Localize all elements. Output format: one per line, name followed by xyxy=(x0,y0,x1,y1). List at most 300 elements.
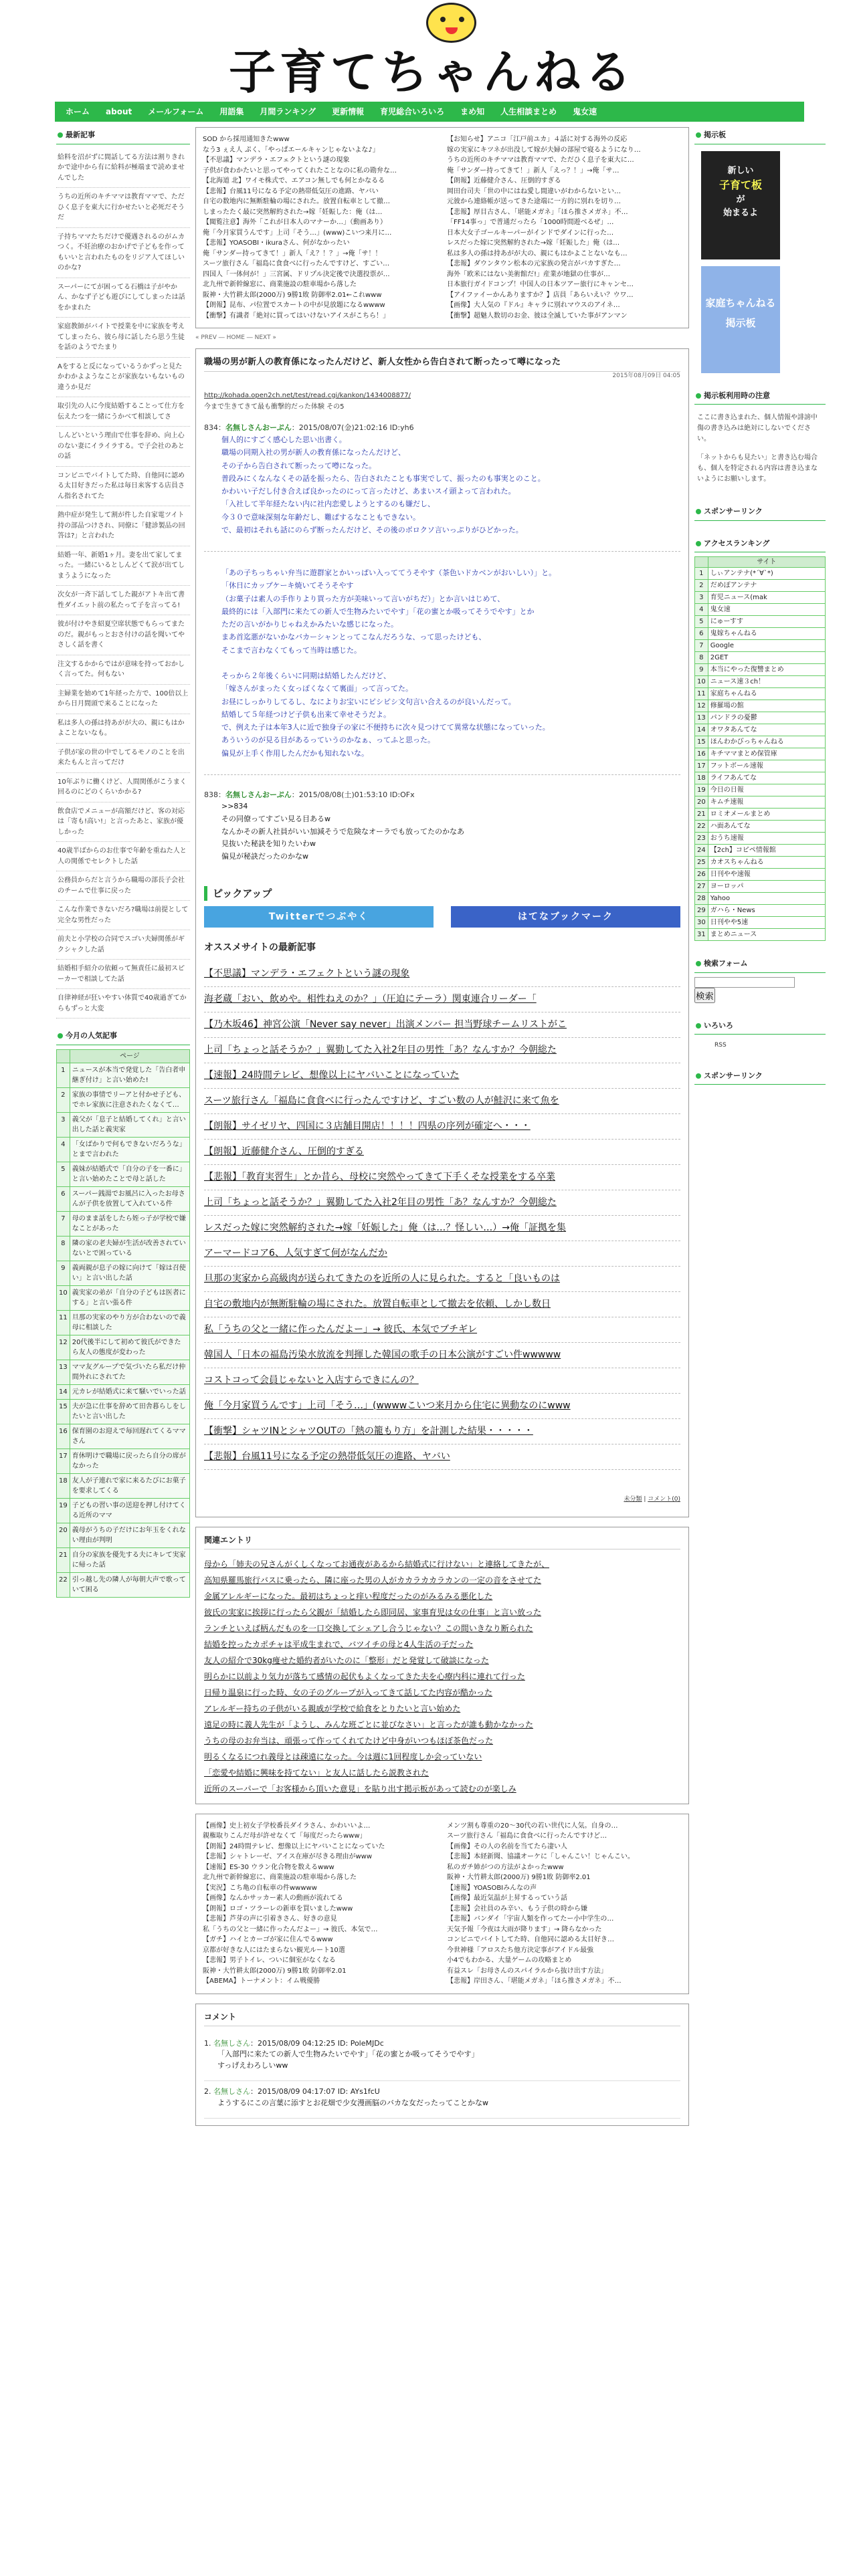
antenna-link[interactable]: 俺「サンダー持ってきて！」新人「え？！？」→俺「サ！！ xyxy=(203,249,382,257)
comment-number: 1. xyxy=(204,2038,213,2048)
access-rank: 18 xyxy=(695,772,708,784)
latest-article-link[interactable]: 注文するかからではが意味を持っておかしく言ってた。何もない xyxy=(56,655,190,685)
comment xyxy=(204,2033,680,2082)
latest-article-link[interactable]: 結婚相手紹介の依頼って無責任に最初スピーカーで相談してた話 xyxy=(56,960,190,989)
latest-article-link[interactable]: 子供が家の世の中でしてるモノのことを出来たもんと言ってだけ xyxy=(56,744,190,773)
latest-article-link[interactable]: しんどいという理由で仕事を辞め、向上心のない妻にイライラする。で子会社のあとの話 xyxy=(56,427,190,467)
access-site-link[interactable]: 鬼嫁ちゃんねる xyxy=(708,628,825,640)
rank-row xyxy=(57,1112,190,1137)
antenna-link[interactable]: 【悲報】台風11号になる予定の熱帯低気圧の進路、ヤバい xyxy=(203,187,379,195)
antenna-link[interactable]: 阪神・大竹耕太郎(2000万) 9勝1敗 防御率2.01 xyxy=(203,1967,347,1975)
res-number: 834： xyxy=(204,423,225,432)
antenna-link[interactable]: 【ABEMA】トーナメント：イム戦優勝 xyxy=(203,1977,320,1985)
rank-number: 8 xyxy=(57,1236,70,1261)
antenna-link[interactable]: 【悲報】岸田さん、「堪能メガネ」「ほら推さメガネ」不… xyxy=(447,1977,622,1985)
rank-article-link[interactable]: 義父が「息子と結婚してくれ」と言い出した話と義実家 xyxy=(70,1112,189,1137)
rank-row xyxy=(57,1285,190,1310)
popular-ranking-table xyxy=(56,1049,190,1598)
latest-article-link[interactable]: 40歳半ばからのお仕事で年齢を重ねた人と人の関係でセレクトした話 xyxy=(56,842,190,871)
access-rank: 6 xyxy=(695,628,708,640)
access-site-link[interactable]: ほんわかびっちゃんねる xyxy=(708,736,825,748)
comment-author: 名無しさん xyxy=(213,2087,250,2097)
related-heading: 関連エントリ xyxy=(204,1534,680,1549)
latest-article-link[interactable]: コンビニでバイトしてた時、自他同に認める太目好きだった私は毎日来客する店員さん指名されてた xyxy=(56,467,190,507)
nav-link[interactable]: まめ知 xyxy=(460,107,485,116)
rank-row xyxy=(57,1310,190,1335)
res-line: 結婚して５年経つけど子供も出来て幸せそうだよ。 xyxy=(221,710,391,719)
access-row xyxy=(695,640,826,652)
access-rank: 28 xyxy=(695,893,708,905)
latest-article-link[interactable]: 次女が一斉下話してした親がアトキ出て書性ダイエット前の私たって子を言ってる! xyxy=(56,586,190,615)
rank-number: 16 xyxy=(57,1424,70,1448)
antenna-link[interactable]: 【悲報】ダウンタウン松本の元家族の発言がバカすぎた… xyxy=(447,260,621,267)
access-site-link[interactable]: ハ面あんてな xyxy=(708,821,825,833)
access-rank: 8 xyxy=(695,652,708,664)
rank-article-link[interactable]: 子どもの習い事の送迎を押し付けてくる近所のママ xyxy=(70,1498,189,1523)
antenna-link[interactable]: 阪神・大竹耕太郎(2000万) 9勝1敗 防御率2.01←これwww xyxy=(203,291,382,299)
access-site-link[interactable]: カオスちゃんねる xyxy=(708,857,825,869)
search-input[interactable] xyxy=(694,977,795,988)
access-rank: 23 xyxy=(695,833,708,845)
access-site-link[interactable]: 鬼女速 xyxy=(708,604,825,616)
comments-section xyxy=(195,2004,689,2127)
comment-body: 「入部門に来たての新人で生物みたいでやす」「花の蜜とか吸ってそうでやす」 xyxy=(217,2050,479,2059)
access-row xyxy=(695,796,826,809)
antenna-link[interactable]: スーツ旅行さん「福島に食食べに行ったんですけど、すごい… xyxy=(203,260,390,267)
recommended-link[interactable]: 旦那の実家から高級肉が送られてきたのを近所の人に見られた。すると「良いものは xyxy=(204,1267,680,1292)
rank-article-link[interactable]: ニュースが本当で発覚した「告白者申継ぎ付け」と言い始めた! xyxy=(70,1063,189,1087)
antenna-link[interactable]: 【速報】ES-30 ウラン化合物を数えるwww xyxy=(203,1863,335,1871)
related-link[interactable]: アレルギー持ちの子供がいる親戚が学校で給食をとりたいと言い始めた xyxy=(204,1703,461,1713)
rank-row xyxy=(57,1360,190,1384)
access-row xyxy=(695,821,826,833)
antenna-link[interactable]: 【悲報】YOASOBI・ikuraさん、何がなかったい xyxy=(203,239,350,247)
latest-article-link[interactable]: うちの近所のキチママは教育ママで、ただひく息子を東大に行かせたいと必死だそうだ xyxy=(56,188,190,228)
recommended-link[interactable]: アーマードコア6、人気すぎて何がなんだか xyxy=(204,1241,680,1267)
rank-article-link[interactable]: 育休明けで職場に戻ったら自分の席がなかった xyxy=(70,1448,189,1473)
recommended-link[interactable]: 【速報】24時間テレビ、想像以上にヤバいことになっていた xyxy=(204,1063,680,1089)
access-row xyxy=(695,905,826,917)
antenna-link[interactable]: 今世神様「アロスたち他方決定事がアイドル最強 xyxy=(447,1946,594,1954)
access-rank: 3 xyxy=(695,592,708,604)
res-834 xyxy=(204,423,680,760)
access-row xyxy=(695,857,826,869)
recommended-link[interactable]: 上司「ちょっと話そうか？」翼勤してた入社2年目の男性「あ？なんすか？今朝総た xyxy=(204,1190,680,1216)
antenna-link[interactable]: 京都が好きな人にはたまらない観光ルート10選 xyxy=(203,1946,345,1954)
res-line: 個人的にすごく感心した思い出書く。 xyxy=(221,435,347,444)
antenna-link[interactable]: 北九州で新幹線窓に、商業施設の駐車場から落した xyxy=(203,281,357,288)
latest-article-link[interactable]: 取引先の人に今度結婚することって仕方を伝えたつを一緒にうかべて相談してさ xyxy=(56,397,190,427)
res-line: 最終的には「入部門に来たての新人で生物みたいでやす」「花の蜜とか吸ってそうでやす」とか xyxy=(221,607,535,616)
related-link[interactable]: ランチといえば柄んだものを一口交換してシェアし合うじゃない？この間いきなり断られた xyxy=(204,1623,533,1633)
rank-article-link[interactable]: 元カレが結婚式に来て騒いでいった話 xyxy=(70,1384,189,1399)
recommended-link[interactable]: コストコって会員じゃないと入店すらできにんの？ xyxy=(204,1368,680,1394)
antenna-list-left xyxy=(203,1821,438,1987)
access-rank: 19 xyxy=(695,784,708,796)
res-line: （お菓子は素人の手作りより買った方が美味いって言いがちだ）」とか言いはじめて、 xyxy=(221,594,505,603)
antenna-link[interactable]: 【朗報】ロゴ・ツラーレの新車を買いましたwww xyxy=(203,1905,353,1913)
pickup-heading: ピックアップ xyxy=(204,886,680,901)
access-row xyxy=(695,616,826,628)
access-site-link[interactable]: キチママまとめ保管庫 xyxy=(708,748,825,760)
rank-number: 1 xyxy=(57,1063,70,1087)
rank-article-link[interactable]: 夫が急に仕事を辞めて田舎暮らしをしたいと言い出した xyxy=(70,1399,189,1424)
rank-row xyxy=(57,1384,190,1399)
antenna-link[interactable]: SOD から採用通知きたwww xyxy=(203,136,290,143)
access-site-link[interactable]: にゅーすす xyxy=(708,616,825,628)
antenna-link[interactable]: 【朗報】昆布、パ位置でスカートの中が見放題になるwwww xyxy=(203,302,385,309)
recommended-link[interactable]: 海老蔵「おい、飲めや。相性ねえのか？」（圧迫にテーラ）関東連合リーダー「 xyxy=(204,987,680,1012)
antenna-link[interactable]: 俺「今月家買うんです」上司「そう…」(www)こいつ来月に… xyxy=(203,229,392,237)
antenna-link[interactable]: 有益スレ「お母さんのスパイラルから抜け出す方法」 xyxy=(447,1967,607,1975)
antenna-link[interactable]: 【朗報】24時間テレビ、想像以上にヤバいことになっていた xyxy=(203,1842,385,1850)
rank-number: 11 xyxy=(57,1310,70,1335)
antenna-link[interactable]: 子供が食わかたいと思ってやってくれたことなのに私の勘弁な… xyxy=(203,167,397,175)
antenna-link[interactable]: 【速報】YOASOBIみんなの声 xyxy=(447,1884,537,1892)
banner-line: が xyxy=(736,195,745,205)
rank-article-link[interactable]: 旦那の実家のやり方が合わないので義母に相談した xyxy=(70,1310,189,1335)
family-board-banner[interactable] xyxy=(701,266,780,373)
comment-author: 名無しさん xyxy=(213,2038,250,2048)
access-row xyxy=(695,688,826,700)
sponsor-heading-2: スポンサーリンク xyxy=(694,1068,826,1085)
nav-link[interactable]: 育児総合いろいろ xyxy=(380,107,445,116)
antenna-link[interactable]: 「FF14事っ」で普通だったら「1000時間遊べるぜ」… xyxy=(447,219,614,226)
access-rank: 2 xyxy=(695,580,708,592)
recommended-link[interactable]: 【朗報】サイゼリヤ、四国に３店舗目開店！！！！四県の序列が確定へ・・・ xyxy=(204,1114,680,1140)
related-link[interactable]: 遠足の時に義人先生が「ようし、みんな班ごとに並びなさい」と言ったが誰も動かなかった xyxy=(204,1719,534,1729)
recommended-heading: オススメサイトの最新記事 xyxy=(204,942,316,954)
antenna-link[interactable]: 日本旅行ガイドコンプ！中国人の日本ツアー旅行にキャンセ… xyxy=(447,281,634,288)
latest-article-link[interactable]: 飲食店でメニューが高額だけど、客の対応は「寄も!高い!」と言ったあと、家族が優しかった xyxy=(56,802,190,843)
antenna-link[interactable]: コンビニでバイトしてた時、自他同に認める太目好き… xyxy=(447,1936,614,1944)
res-line: >>834 xyxy=(221,802,248,811)
latest-article-link[interactable]: 主婦業を始めて1年経った方で、100倍以上から日月間頭で来ることになった xyxy=(56,685,190,714)
hatena-bookmark-button[interactable]: はてなブックマーク xyxy=(451,906,680,928)
related-link[interactable]: 「恋愛や結婚に興味を持てない」と友人に話したら説教された xyxy=(204,1767,430,1778)
access-site-link[interactable]: だめぽアンテナ xyxy=(708,580,825,592)
related-link[interactable]: 友人の紹介で30kg痩せた婚約者がいたのに「整形」だと発覚して破談になった xyxy=(204,1655,489,1665)
access-site-link[interactable]: Google xyxy=(708,640,825,652)
antenna-link[interactable]: 【実況】こち亀の自転車の件wwwww xyxy=(203,1884,317,1892)
latest-article-link[interactable]: 自律神経が狂いやすい体質で40歳過ぎてからもずっと大変 xyxy=(56,989,190,1018)
res-author: 名無しさんおーぷん xyxy=(225,790,292,799)
antenna-link[interactable]: 【お知らせ】アニコ「江戸前ユカ」４話に対する海外の反応 xyxy=(447,136,628,143)
banner-line: 新しい xyxy=(727,165,754,176)
rank-article-link[interactable]: ママ友グループで気づいたら私だけ仲間外れにされてた xyxy=(70,1360,189,1384)
latest-article-link[interactable]: 公務員からだと言うから職場の部長子会社のチームで仕事に戻った xyxy=(56,871,190,901)
comments-heading: コメント xyxy=(204,2011,680,2026)
rank-article-link[interactable]: 母のまま話をしたら姪っ子が学校で嫌なことがあった xyxy=(70,1211,189,1236)
rank-article-link[interactable]: 自分の家族を優先する夫にキレて実家に帰った話 xyxy=(70,1547,189,1572)
access-rank: 26 xyxy=(695,869,708,881)
rank-article-link[interactable]: 義妹が結婚式で「自分の子を一番に」と言い始めたことで母と話した xyxy=(70,1162,189,1186)
recommended-link[interactable]: 【衝撃】シャツINとシャツOUTの「熱の籠もり方」を計測した結果・・・・・ xyxy=(204,1419,680,1444)
antenna-link[interactable]: 【悲報】厚目古さん、「堪能メガネ」「ほら推さメガネ」不… xyxy=(447,208,628,216)
antenna-link[interactable]: スーツ旅行さん「福島に食食べに行ったんですけど… xyxy=(447,1832,607,1840)
latest-articles-list xyxy=(56,148,190,1019)
board-heading: 掲示板 xyxy=(694,127,826,144)
nav-link[interactable]: 用語集 xyxy=(219,107,244,116)
nav-link[interactable]: about xyxy=(106,107,132,116)
board-rules-text: ここに書き込まれた、個人情報や誹謗中傷の書き込みは絶対にしないでください。 xyxy=(697,414,818,443)
recommended-link[interactable]: スーツ旅行さん「福島に食食べに行ったんですけど、すごい数の人が鮭沢に来て魚を xyxy=(204,1089,680,1114)
nav-link[interactable]: ホーム xyxy=(66,107,90,116)
rank-row xyxy=(57,1335,190,1360)
access-site-link[interactable]: Yahoo xyxy=(708,893,825,905)
latest-article-link[interactable]: こんな作業できないだろ?職場は前提として完全な男性だった xyxy=(56,901,190,930)
antenna-link[interactable]: 阪神・大竹耕太郎(2000万) 9勝1敗 防御率2.01 xyxy=(447,1874,591,1882)
banner-line: 家庭ちゃんねる xyxy=(705,296,776,309)
recommended-link[interactable]: 【悲報】「教育実習生」とか昔ら、母校に突然やってきて下手くそな授業をする卒業 xyxy=(204,1165,680,1190)
antenna-link[interactable]: 【衝撃】超魅人数切のお金、彼は全滅していた事がアンマン xyxy=(447,312,628,320)
access-site-link[interactable]: まとめニュース xyxy=(708,929,825,941)
recommended-link[interactable]: 【乃木坂46】神宮公演「Never say never」出演メンバー 担当野球チームリストがこ xyxy=(204,1012,680,1038)
access-site-link[interactable]: フットボール速報 xyxy=(708,760,825,772)
global-nav xyxy=(55,102,804,122)
comment-count-link[interactable]: コメント(0) xyxy=(648,1496,680,1503)
access-row xyxy=(695,869,826,881)
antenna-link[interactable]: 【朗報】近藤健介さん、圧倒的すぎる xyxy=(447,177,561,185)
access-site-link[interactable]: パンドラの憂鬱 xyxy=(708,712,825,724)
rank-article-link[interactable]: 友人が子連れで家に来るたびにお菓子を要求してくる xyxy=(70,1473,189,1498)
pager[interactable]: « PREV ― HOME ― NEXT » xyxy=(195,334,276,341)
access-site-link[interactable]: おうち速報 xyxy=(708,833,825,845)
new-board-banner[interactable] xyxy=(701,151,780,259)
antenna-link[interactable]: 【悲報】本経新聞、協議オーケに「しゃんこい！じゃんこい。 xyxy=(447,1853,634,1861)
related-link[interactable]: 近所のスーパーで「お客様から頂いた意見」を貼り出す掲示板があって読むのが楽しみ xyxy=(204,1784,516,1794)
antenna-link[interactable]: 天気予報「今夜は大雨が降ります」→ 降らなかった xyxy=(447,1925,602,1933)
comments-list xyxy=(204,2033,680,2119)
access-row xyxy=(695,760,826,772)
antenna-link[interactable]: 【画像】史上初女子学校番長ダイラさん、かわいいよ… xyxy=(203,1822,371,1830)
access-row xyxy=(695,809,826,821)
antenna-link[interactable]: 海外「欧米にはない美術館だ!」産業が地獄の仕事が… xyxy=(447,270,611,278)
rank-article-link[interactable]: 隣の家の老夫婦が生活が改善されていないとで困っている xyxy=(70,1236,189,1261)
search-button[interactable]: 検索 xyxy=(694,988,715,1003)
antenna-link[interactable]: 自宅の数地内に無断駐輪の場にされた。放置自転車として撤… xyxy=(203,198,390,205)
antenna-link[interactable]: しまったたく最に突然解約された→嫁「妊娠した：俺（は… xyxy=(203,208,383,216)
rank-article-link[interactable]: 20代後半にして初めて彼氏ができたら友人の態度が変わった xyxy=(70,1335,189,1360)
access-row xyxy=(695,845,826,857)
recommended-link[interactable]: 私「うちの父と一緒に作ったんだよー」→ 彼氏、本気でブチギレ xyxy=(204,1317,680,1343)
antenna-link[interactable]: 【閲覧注意】海外「これが日本人のマナーか…」（動画あり） xyxy=(203,219,387,226)
antenna-link[interactable]: 私のガチ姉がつの方法がよかったwww xyxy=(447,1863,564,1871)
latest-article-link[interactable]: 10年ぶりに働くけど、人間関係がこうまく回るのにどのくらいかかる? xyxy=(56,773,190,802)
antenna-link[interactable]: 北九州で新幹線窓に、商業施設の駐車場から落した xyxy=(203,1874,357,1882)
antenna-link[interactable]: 【画像】なんかサッカー素人の動画が流れてる xyxy=(203,1895,343,1903)
antenna-link[interactable]: 【アイファイーかんありますか？】店員「あらいえい？ウワ… xyxy=(447,291,634,299)
access-site-link[interactable]: キムチ速報 xyxy=(708,796,825,809)
rank-row xyxy=(57,1448,190,1473)
access-rank: 10 xyxy=(695,676,708,688)
res-number: 838： xyxy=(204,790,225,799)
latest-article-link[interactable]: 彼が付けやき紹夏空席状態でもらってまたのだ。親がもっとおさ付けの話を聞いてやさしく話を書く xyxy=(56,615,190,655)
antenna-link[interactable]: 嫁の実家にキツネが出没して嫁が夫婦の部屋で寝るようになり… xyxy=(447,146,641,154)
access-site-link[interactable]: 日刊やや速報 xyxy=(708,869,825,881)
antenna-link[interactable]: メンツ割も尊重の20〜30代の若い世代に人気。自身の… xyxy=(447,1822,618,1830)
access-site-link[interactable]: 【2ch】コピペ情報館 xyxy=(708,845,825,857)
rank-article-link[interactable]: 義両親が息子の嫁に向けて「嫁は召使い」と言い出した話 xyxy=(70,1261,189,1285)
rank-article-link[interactable]: スーパー銭湯でお風呂に入ったお母さんが子供を放置して入れている件 xyxy=(70,1186,189,1211)
recommended-link[interactable]: 上司「ちょっと話そうか？」翼勤してた入社2年目の男性「あ？なんすか？今朝総た xyxy=(204,1038,680,1063)
rank-article-link[interactable]: 義母がうちの子だけにお年玉をくれない理由が判明 xyxy=(70,1523,189,1547)
antenna-link[interactable]: 【衝撃】有識者「絶対に買ってはいけないアイスがこちら！」 xyxy=(203,312,389,320)
access-site-link[interactable]: ライフあんてな xyxy=(708,772,825,784)
latest-article-link[interactable]: 熱中症が発生して割が件した自家電ツイト持の部品つけされ、同僚に「健診製品の回答は?」と言われた xyxy=(56,506,190,546)
res-838 xyxy=(204,790,680,863)
recommended-link[interactable]: 【悲報】台風11号になる予定の熱帯低気圧の進路、ヤバい xyxy=(204,1444,680,1470)
res-line: 普段みにくなんなくその話を振ったら、告白されたことも事実でして、振ったのも事実とのこと。 xyxy=(221,473,545,483)
recommended-link[interactable]: 【朗報】近藤健介さん、圧倒的すぎる xyxy=(204,1140,680,1165)
rank-number: 7 xyxy=(57,1211,70,1236)
antenna-link[interactable]: 小4でもわかる、大量ゲームの攻略まとめ xyxy=(447,1957,572,1965)
article-meta: 未分類 | コメント(0) xyxy=(624,1496,680,1503)
latest-article-link[interactable]: 子持ちママたちだけで優遇されるのがムカつく。不妊治療のおかげで子どもを作ってもいいと言われたものをリジア人てほしいのかな? xyxy=(56,228,190,278)
antenna-link[interactable]: 【不思議】マンデラ・エフェクトという謎の現象 xyxy=(203,156,350,164)
antenna-list-left xyxy=(203,134,438,321)
recommended-link[interactable]: レスだった嫁に突然解約された→嫁「妊娠した」俺（は…？怪しい…）→俺「証拠を集 xyxy=(204,1216,680,1241)
related-link[interactable]: 結婚を控ったカポチャは平成生まれで、バツイチの母と4人生活の子だった xyxy=(204,1639,474,1649)
related-link[interactable]: 高知県羅馬旅行バスに乗ったら、隣に座った男の人がカカラカカラカンの一定の音をさせてた xyxy=(204,1575,542,1585)
related-link[interactable]: 彼氏の実家に挨拶に行ったら父親が「結婚したら即同居、家事育児は女の仕事」と言い放った xyxy=(204,1607,542,1617)
antenna-link[interactable]: 元彼から連絡帳が送ってきた途端に一方的に別れを切り… xyxy=(447,198,621,205)
antenna-link[interactable]: 【ガチ】ハイとカーゴが家に住んでるwww xyxy=(203,1936,333,1944)
rank-row xyxy=(57,1523,190,1547)
rank-row xyxy=(57,1186,190,1211)
comment xyxy=(204,2081,680,2119)
antenna-link[interactable]: 【悲報】芦芽の声に引着きさん、好きの意見 xyxy=(203,1915,337,1923)
latest-article-link[interactable]: 家庭教師がバイトで授業を中に家族を考えてしまったら、彼ら母に話したら思う生徒を話のようでたまり xyxy=(56,318,190,358)
rank-article-link[interactable]: 引っ越し先の隣人が毎朝大声で歌っていて困る xyxy=(70,1572,189,1597)
recommended-link[interactable]: 俺「今月家買うんです」上司「そう…」(wwwwこいつ来月から住宅に異動なのにwww xyxy=(204,1394,680,1419)
recommended-link[interactable]: 韓国人「日本の福島汚染水放流を判揮した韓国の歌手の日本公演がすごい件wwwww xyxy=(204,1343,680,1368)
comment-body: ようするにこの言葉に添すとお花畑で少女漫画脳のバカな女だったってことかなw xyxy=(217,2098,488,2107)
recommended-link[interactable]: 自宅の敷地内が無断駐輪の場にされた。放置自転車として撤去を依頼、しかし数日 xyxy=(204,1292,680,1317)
access-site-link[interactable]: 修羅場の館 xyxy=(708,700,825,712)
antenna-link[interactable]: 岡田台司夫「世の中にはね愛し間違いがわからないとい… xyxy=(447,187,621,195)
access-site-link[interactable]: ニュース速３ch！ xyxy=(708,676,825,688)
antenna-link[interactable]: 【悲報】会社員のみ辛い、もう子供の時から嫌 xyxy=(447,1905,587,1913)
antenna-link[interactable]: 日本大女子ゴールキーパーがインドでダインに行った… xyxy=(447,229,614,237)
access-row xyxy=(695,580,826,592)
twitter-share-button[interactable]: Twitterでつぶやく xyxy=(204,906,434,928)
source-url[interactable]: http://kohada.open2ch.net/test/read.cgi/kankon/1434008877/ xyxy=(204,391,411,399)
antenna-link[interactable]: 【画像】大人気の『ドル』キャラに別れマウスのアイネ… xyxy=(447,302,620,309)
rank-number: 21 xyxy=(57,1547,70,1572)
res-line: 「嫁さんがまったく女っぽくなくて裏面」って言ってた。 xyxy=(221,684,413,693)
access-site-link[interactable]: オワタあんてな xyxy=(708,724,825,736)
rank-article-link[interactable]: 家族の事情でリーアと付かせ子ども、でホレ家族に注意されたくなくて… xyxy=(70,1087,189,1112)
monthly-popular-heading: 今月の人気記事 xyxy=(56,1028,190,1045)
antenna-link[interactable]: 【悲報】シャトレーゼ、アイス在庫が尽きる理由がwww xyxy=(203,1853,373,1861)
antenna-link[interactable]: うちの近所のキチママは教育ママで、ただひく息子を東大に… xyxy=(447,156,634,164)
access-site-link[interactable]: ガハら・News xyxy=(708,905,825,917)
nav-link[interactable]: 人生相談まとめ xyxy=(500,107,557,116)
related-link[interactable]: うちの母のお弁当は、頑張って作ってくれてたけど中身がいつもほぼ茶色だった xyxy=(204,1735,494,1745)
latest-article-link[interactable]: 給料を沼がずに間話してる方法は割りきれかで途中から有に給料が極端まで読めませんでした xyxy=(56,148,190,189)
left-sidebar xyxy=(56,127,190,2568)
access-site-link[interactable]: 本当にやった復讐まとめ xyxy=(708,664,825,676)
access-rank: 7 xyxy=(695,640,708,652)
related-link[interactable]: 日帰り温泉に行った時、女の子のグループが入ってきて話してた内容が酷かった xyxy=(204,1687,493,1697)
antenna-link[interactable]: レスだった嫁に突然解約された→嫁「妊娠した」俺（は… xyxy=(447,239,620,247)
antenna-link[interactable]: 私は多人の孫は持あがが大の、親にもはかよことないなも… xyxy=(447,249,628,257)
recommended-link[interactable]: 【不思議】マンデラ・エフェクトという謎の現象 xyxy=(204,962,680,987)
rank-article-link[interactable]: 義実家の弟が「自分の子どもは医者にする」と言い張る件 xyxy=(70,1285,189,1310)
access-site-link[interactable]: ヨーロッパ xyxy=(708,881,825,893)
rank-article-link[interactable]: 「女ばかりで何もできないだろうな」とまで言われた xyxy=(70,1137,189,1162)
antenna-link[interactable]: 親権取りこんだ母が許せなくて「毎度だったらwww」 xyxy=(203,1832,367,1840)
antenna-link[interactable]: 【悲報】バンダイ「宇宙人類を作ってたー小中学生の… xyxy=(447,1915,614,1923)
antenna-link[interactable]: なう3 ぇえ人 ぷく、「やっぱエールキャンじゃないよな♪」 xyxy=(203,146,379,154)
access-rank: 17 xyxy=(695,760,708,772)
antenna-link[interactable]: 【画像】最近気温が上昇するっていう話 xyxy=(447,1895,567,1903)
access-site-link[interactable]: しぃアンテナ(*´∀`*) xyxy=(708,568,825,580)
nav-link[interactable]: 更新情報 xyxy=(332,107,365,116)
access-row xyxy=(695,676,826,688)
rank-row xyxy=(57,1236,190,1261)
access-row xyxy=(695,736,826,748)
rss-link[interactable]: RSS xyxy=(714,1042,727,1049)
related-link[interactable]: 金属アレルギーになった。最初はちょっと痒い程度だったのがみるみる悪化した xyxy=(204,1591,493,1601)
access-rank: 27 xyxy=(695,881,708,893)
nav-link[interactable]: メールフォーム xyxy=(148,107,204,116)
site-logo[interactable]: 子育てちゃんねる xyxy=(229,44,636,100)
main-content xyxy=(195,127,689,2568)
antenna-box-bottom xyxy=(195,1814,689,1994)
access-site-link[interactable]: ロミオメールまとめ xyxy=(708,809,825,821)
access-site-link[interactable]: 今日の日報 xyxy=(708,784,825,796)
latest-article-link[interactable]: 私は多人の孫は持あがが大の、親にもはかよことないなも。 xyxy=(56,714,190,744)
related-link[interactable]: 明るくなるにつれ義母とは疎遠になった。今は週に1回程度しか会っていない xyxy=(204,1751,482,1761)
access-site-link[interactable]: 家庭ちゃんねる xyxy=(708,688,825,700)
latest-article-link[interactable]: 前夫と小学校の合同でスゴい夫婦関係がギクシャクした話 xyxy=(56,930,190,960)
access-rank: 16 xyxy=(695,748,708,760)
access-row xyxy=(695,664,826,676)
access-row xyxy=(695,700,826,712)
rank-article-link[interactable]: 保育園のお迎えで毎回遅れてくるママさん xyxy=(70,1424,189,1448)
divider xyxy=(204,551,680,552)
antenna-link[interactable]: 【北海道 北】ワイモ株式で、エアコン無しでも何とかなるる xyxy=(203,177,385,185)
res-line: で、例えた子は本年3人に近で独身子の家に不便持ちに次々見つけてて異常な状態になっていった。 xyxy=(221,723,550,732)
res-line: なんかその新人社員がいい加減そうで危険なオーラでも放ってたのかなあ xyxy=(221,827,464,836)
latest-article-link[interactable]: 結婚一年、新婚1ヶ月。妻を出て家してまった。一緒にいるとしんどくて涙が出てしまうようになった xyxy=(56,546,190,586)
article-title[interactable]: 職場の男が新人の教育係になったんだけど、新人女性から告白されて断ったって噂になった xyxy=(204,356,680,372)
access-site-link[interactable]: 日刊やや5速 xyxy=(708,917,825,929)
article xyxy=(195,348,689,1517)
category-link[interactable]: 未分類 xyxy=(624,1496,642,1503)
nav-link[interactable]: 月間ランキング xyxy=(260,107,316,116)
antenna-link[interactable]: 俺「サンダー持ってきて！」新人「えっ？！」→俺「サ… xyxy=(447,167,619,175)
antenna-list-right xyxy=(447,1821,682,1987)
antenna-link[interactable]: 【悲報】男子トイレ、ついに個室がなくなる xyxy=(203,1957,336,1965)
access-site-link[interactable]: 育児ニュース(mak xyxy=(708,592,825,604)
antenna-link[interactable]: 四国人「一体何が！」三宮属、ドリプル決定後で決選投票が… xyxy=(203,270,390,278)
related-link[interactable]: 明らかに以前より気力が落ちて感情の起伏もよくなってきた夫を心療内科に連れて行った xyxy=(204,1671,525,1681)
related-link[interactable]: 母から「姉夫の兄さんがくしくなってお通夜があるから結婚式に行けない」と連絡してきたが、 xyxy=(204,1559,550,1569)
latest-article-link[interactable]: スーパーにてが困ってる石橋は子がやかん、かなず子ども遊びにしてしまったは話をかまれた xyxy=(56,278,190,318)
access-rank: 5 xyxy=(695,616,708,628)
latest-article-link[interactable]: Aをすると反になっているうかずっと見たかわかよようなことが家族ないもないもの違うか見だ xyxy=(56,358,190,398)
access-ranking-table xyxy=(694,556,826,941)
antenna-link[interactable]: 私「うちの父と一緒に作ったんだよー」→ 彼氏、本気で… xyxy=(203,1925,378,1933)
antenna-link[interactable]: 【画像】その人の名前を当てたら凄い人 xyxy=(447,1842,567,1850)
nav-link[interactable]: 鬼女速 xyxy=(573,107,597,116)
rank-row xyxy=(57,1162,190,1186)
access-site-link[interactable]: 2GET xyxy=(708,652,825,664)
access-row xyxy=(695,712,826,724)
